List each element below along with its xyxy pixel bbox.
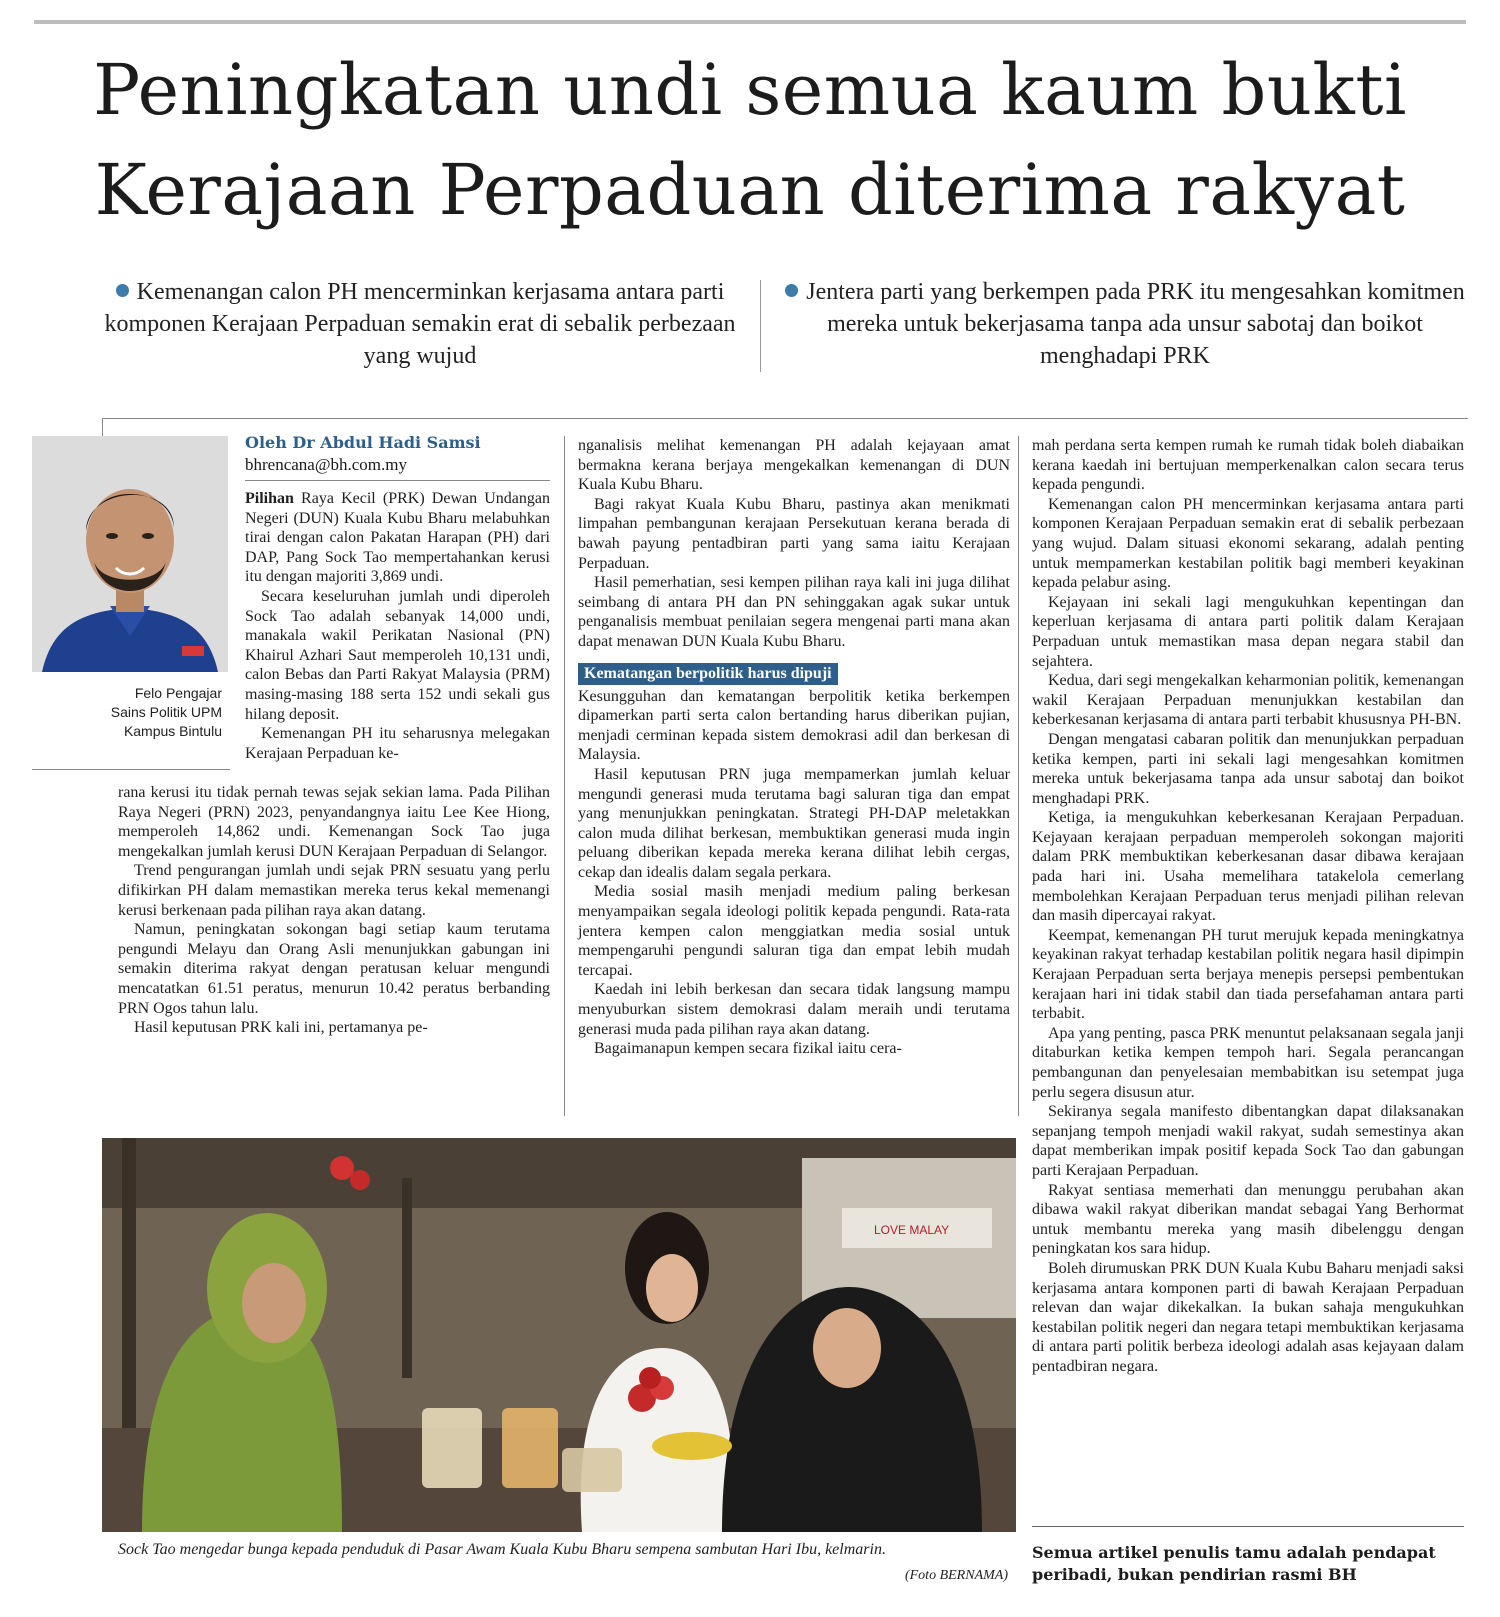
bullet-divider [760,280,761,372]
byline-rule [245,480,550,481]
article-paragraph: Bagi rakyat Kuala Kubu Bharu, pastinya akan menikmati limpahan pembangunan kerajaan Persekutuan kerana berada di bawah payung pentadbiran parti yang sama iaitu Kerajaan Perpaduan. [578,495,1010,572]
headline-line-2: Kerajaan Perpaduan diterima rakyat [94,149,1406,231]
author-name: Oleh Dr Abdul Hadi Samsi [245,433,481,452]
article-paragraph: Kemenangan calon PH mencerminkan kerjasama antara parti komponen Kerajaan Perpaduan semakin erat di sebalik perbezaan yang wujud. Dalam situasi ekonomi sekarang, adalah penting untuk mempamerkan kestabilan politik bagi memberi keyakinan kepada pelabur asing. [1032,495,1464,592]
summary-bullet-text: Kemenangan calon PH mencerminkan kerjasama antara parti komponen Kerajaan Perpaduan semakin erat di sebalik perbezaan yang wujud [104,279,736,369]
lead-word: Pilihan [245,490,294,507]
section-subheading: Kematangan berpolitik harus dipuji [578,663,838,685]
article-paragraph: Kaedah ini lebih berkesan dan secara tidak langsung mampu menyuburkan sistem demokrasi dalam meraih undi terutama generasi muda pada pilihan raya akan datang. [578,981,1010,1038]
article-column-1-bottom [118,783,550,1038]
article-paragraph: Boleh dirumuskan PRK DUN Kuala Kubu Baharu menjadi saksi kerjasama antara komponen parti di bawah Kerajaan Perpaduan relevan dan wajar dikekalkan. Ia bukan sahaja mengukuhkan kestabilan politik negeri dan negara tetapi membuktikan kerjasama di antara parti politik berbeza ideologi adalah asas kejayaan dalam pentadbiran negara. [1032,1259,1464,1375]
author-portrait-image [32,436,228,672]
article-paragraph: Kemenangan PH itu seharusnya melegakan Kerajaan Perpaduan ke- [245,725,550,762]
article-paragraph: Dengan mengatasi cabaran politik dan menunjukkan perpaduan ketika kempen, parti ini sekali lagi mengesahkan komitmen mereka untuk bekerjasama tanpa ada unsur sabotaj dan boikot menghadapi PRK. [1032,730,1464,807]
article-column-1-top [245,489,550,763]
summary-bullet-1 [100,276,740,372]
author-box [32,436,230,770]
bullet-dot-icon [116,284,129,297]
summary-bullet-text: Jentera parti yang berkempen pada PRK itu mengesahkan komitmen mereka untuk bekerjasama tanpa ada unsur sabotaj dan boikot menghadapi PRK [806,279,1465,369]
disclaimer-rule [1032,1526,1464,1527]
article-column-2 [578,436,1010,1059]
article-paragraph: Bagaimanapun kempen secara fizikal iaitu cera- [594,1040,902,1058]
article-frame-tick [102,418,103,436]
summary-bullets [100,276,1470,376]
sign-text: LOVE MALAY [874,1223,950,1237]
author-title-line: Sains Politik UPM [110,704,222,720]
article-column-3 [1032,436,1464,1377]
article-paragraph: Hasil keputusan PRK kali ini, pertamanya pe- [134,1019,428,1037]
article-paragraph: Secara keseluruhan jumlah undi diperoleh Sock Tao adalah sebanyak 14,000 undi, manakala wakil Perikatan Nasional (PN) Khairul Azhari Saut memperoleh 10,131 undi, calon Bebas dan Parti Rakyat Malaysia (PRM) masing-masing 188 serta 152 undi sekali gus hilang deposit. [245,587,550,723]
summary-bullet-2 [780,276,1470,372]
article-paragraph: Namun, peningkatan sokongan bagi setiap kaum terutama pengundi Melayu dan Orang Asli menunjukkan gabungan ini semakin diterima rakyat dengan peratusan keluar mengundi mencatatkan 61.51 peratus, menurun 10.42 peratus berbanding PRN Ogos tahun lalu. [118,921,550,1017]
article-paragraph [245,489,550,587]
photo-caption: Sock Tao mengedar bunga kepada penduduk di Pasar Awam Kuala Kubu Bharu sempena sambutan Hari Ibu, kelmarin. [118,1541,886,1558]
article-paragraph: Apa yang penting, pasca PRK menuntut pelaksanaan segala janji ditaburkan ketika kempen tempoh hari. Segala perancangan pembangunan dan penyelesaian membabitkan isu setempat juga perlu segera disusun atur. [1032,1024,1464,1101]
author-title [32,684,222,741]
article-paragraph: Hasil keputusan PRN juga mempamerkan jumlah keluar mengundi generasi muda terutama bagi saluran tiga dan empat yang menunjukkan peningkatan. Strategi PH-DAP meletakkan calon muda dilihat berkesan, membuktikan generasi muda ingin peluang diberikan kepada mereka kerana dilihat lebih cergas, cekap dan idealis dalam segala perkara. [578,765,1010,881]
article-paragraph: Rakyat sentiasa memerhati dan menunggu perubahan akan dibawa wakil rakyat diberikan mandat sebagai Yang Berhormat untuk membantu mereka yang masih dibelenggu dengan peningkatan kos sara hidup. [1032,1181,1464,1258]
bullet-dot-icon [785,284,798,297]
news-photo [102,1138,1016,1532]
author-email[interactable]: bhrencana@bh.com.my [245,455,407,474]
article-paragraph: Hasil pemerhatian, sesi kempen pilihan raya kali ini juga dilihat seimbang di antara PH dan PN sehinggakan agak sukar untuk penganalisis membuat penilaian segera mengenai parti mana akan dapat menawan DUN Kuala Kubu Bharu. [578,574,1010,650]
byline [245,432,545,476]
market-scene-image [102,1138,1016,1532]
article-paragraph: Sekiranya segala manifesto dibentangkan dapat dilaksanakan sepanjang tempoh menjadi wakil rakyat, sudah semestinya akan dapat memberikan impak positif kepada Sock Tao dan gabungan parti Kerajaan Perpaduan. [1032,1103,1464,1179]
author-title-line: Kampus Bintulu [123,723,222,739]
photo-credit: (Foto BERNAMA) [904,1568,1008,1583]
article-paragraph: Media sosial masih menjadi medium paling berkesan menyampaikan segala ideologi politik kepada pengundi. Rata-rata jentera kempen calon menggiatkan media sosial untuk mempengaruhi pengundi saluran tiga dan empat lebih mudah tercapai. [578,883,1010,979]
article-paragraph: Trend pengurangan jumlah undi sejak PRN sesuatu yang perlu difikirkan PH dalam memastikan mereka terus kekal memenangi kerusi berkenaan pada pilihan raya akan datang. [118,862,550,919]
article-paragraph: mah perdana serta kempen rumah ke rumah tidak boleh diabaikan kerana kaedah ini bertujuan memperkenalkan calon secara terus kepada pengundi. [1032,437,1464,494]
article-frame-rule [102,418,1468,419]
headline-line-1: Peningkatan undi semua kaum bukti [93,49,1407,131]
article-paragraph: Keempat, kemenangan PH turut merujuk kepada meningkatnya keyakinan rakyat terhadap kestabilan politik negara hasil dipimpin Kerajaan Perpaduan serta berjaya menepis persepsi pembentukan kerajaan hari ini tidak stabil dan tiada persefahaman antara parti terbabit. [1032,926,1464,1023]
column-divider [1018,436,1019,1116]
article-paragraph: Kedua, dari segi mengekalkan keharmonian politik, kemenangan wakil Kerajaan Perpaduan menunjukkan kestabilan dan keberkesanan kerjasama di antara parti terbabit khususnya PH-BN. [1032,672,1464,729]
guest-writer-disclaimer: Semua artikel penulis tamu adalah pendapat peribadi, bukan pendirian rasmi BH [1032,1543,1436,1584]
author-title-line: Felo Pengajar [134,685,222,701]
article-paragraph: Ketiga, ia mengukuhkan keberkesanan Kerajaan Perpaduan. Kejayaan kerajaan perpaduan memperoleh sokongan majoriti dalam PRK membuktikan keberkesanan dasar dibawa kerajaan pada hari ini. Usaha memelihara tatakelola cemerlang membolehkan Kerajaan Perpaduan terus menjadi pilihan relevan dan masih dipercayai rakyat. [1032,809,1464,925]
article-paragraph: Kejayaan ini sekali lagi mengukuhkan kepentingan dan keperluan kerjasama di antara parti politik dalam Kerajaan Perpaduan untuk memastikan masa depan negara stabil dan sejahtera. [1032,593,1464,670]
article-paragraph: Kesungguhan dan kematangan berpolitik ketika berkempen dipamerkan parti serta calon bertanding harus diberikan pujian, menjadi cerminan kepada sistem demokrasi adil dan berkesan di Malaysia. [578,687,1010,764]
article-paragraph: nganalisis melihat kemenangan PH adalah kejayaan amat bermakna kerana berjaya mengekalkan kemenangan di DUN Kuala Kubu Bharu. [578,437,1010,494]
headline [30,40,1470,240]
author-photo [32,436,228,672]
column-divider [564,436,565,1116]
article-paragraph: rana kerusi itu tidak pernah tewas sejak sekian lama. Pada Pilihan Raya Negeri (PRN) 2023, penyandangnya iaitu Lee Kee Hiong, memperoleh 14,862 undi. Kemenangan Sock Tao juga mengekalkan jumlah kerusi DUN Kerajaan Perpaduan di Selangor. [118,784,550,860]
top-rule [34,20,1466,24]
lead-text: Raya Kecil (PRK) Dewan Undangan Negeri (DUN) Kuala Kubu Bharu melabuhkan tirai dengan calon Pakatan Harapan (PH) dari DAP, Pang Sock Tao mempertahankan kerusi itu dengan majoriti 3,869 undi. [245,490,550,586]
